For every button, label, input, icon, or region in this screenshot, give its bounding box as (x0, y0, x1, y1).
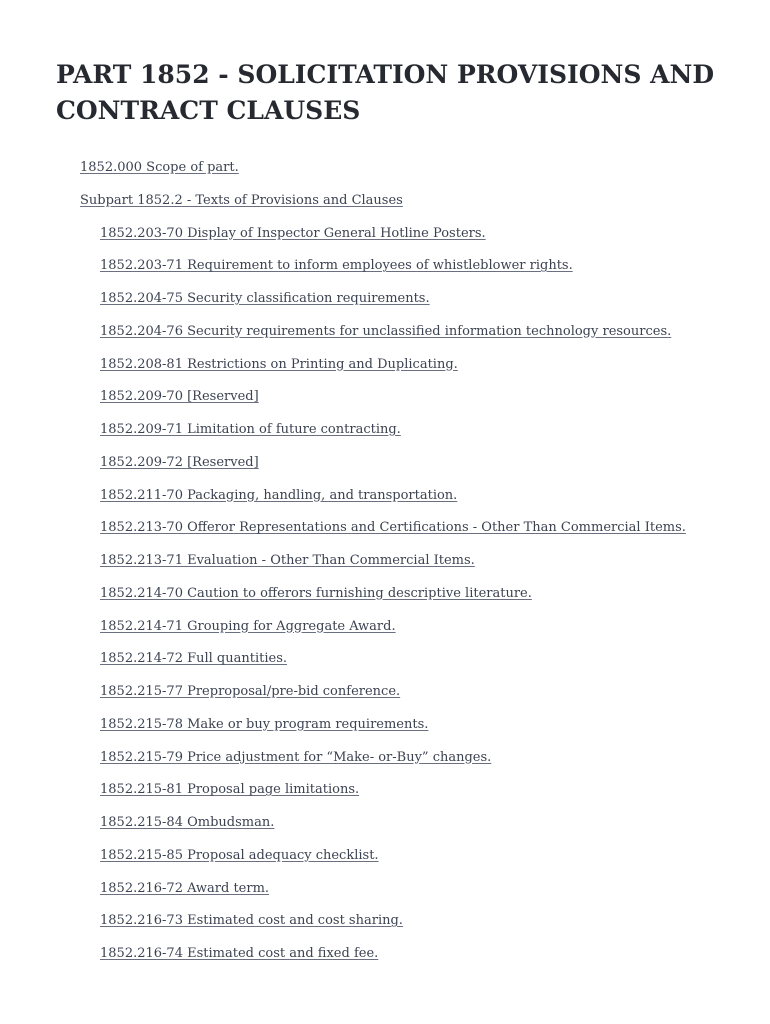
toc-item-1852-215-77 (0, 682, 770, 715)
toc-item-1852-204-76 (0, 322, 770, 355)
toc-item-1852-215-85 (0, 846, 770, 879)
toc-item-1852-216-73 (0, 911, 770, 944)
toc-link-1852-215-77[interactable]: 1852.215-77 Preproposal/pre-bid conference. (100, 684, 401, 699)
toc-link-1852-214-71[interactable]: 1852.214-71 Grouping for Aggregate Award. (100, 618, 396, 634)
toc-item-1852-216-74 (0, 944, 770, 977)
table-of-contents (0, 158, 770, 977)
toc-item-1852-214-72 (0, 649, 770, 682)
toc-link-1852-211-70[interactable]: 1852.211-70 Packaging, handling, and transportation. (100, 487, 458, 503)
toc-item-1852-215-79 (0, 748, 770, 781)
toc-link-1852-209-71[interactable]: 1852.209-71 Limitation of future contracting. (100, 422, 401, 437)
toc-link-1852-213-71[interactable]: 1852.213-71 Evaluation - Other Than Commercial Items. (100, 553, 475, 568)
toc-item-1852-208-81 (0, 355, 770, 388)
toc-item-subpart-1852-2 (0, 191, 770, 224)
toc-link-1852-214-72[interactable]: 1852.214-72 Full quantities. (100, 651, 288, 667)
toc-link-1852-209-70[interactable]: 1852.209-70 [Reserved] (100, 389, 259, 405)
toc-link-1852-204-75[interactable]: 1852.204-75 Security classification requirements. (100, 291, 430, 306)
toc-item-1852-204-75 (0, 289, 770, 322)
toc-item-1852-216-72 (0, 879, 770, 912)
toc-item-1852-209-72 (0, 453, 770, 486)
toc-item-1852-215-84 (0, 813, 770, 846)
toc-link-1852-208-81[interactable]: 1852.208-81 Restrictions on Printing and Duplicating. (100, 356, 458, 372)
toc-link-1852-204-76[interactable]: 1852.204-76 Security requirements for unclassified information technology resources. (100, 323, 672, 339)
toc-item-1852-209-71 (0, 420, 770, 453)
toc-link-1852-215-79[interactable]: 1852.215-79 Price adjustment for “Make- or-Buy” changes. (100, 749, 492, 765)
toc-link-1852-216-74[interactable]: 1852.216-74 Estimated cost and fixed fee. (100, 946, 379, 961)
toc-link-1852-203-71[interactable]: 1852.203-71 Requirement to inform employees of whistleblower rights. (100, 258, 573, 274)
toc-item-scope (0, 158, 770, 191)
toc-item-1852-203-70 (0, 224, 770, 257)
page-title: PART 1852 - SOLICITATION PROVISIONS AND CONTRACT CLAUSES (56, 60, 715, 125)
toc-link-scope[interactable]: 1852.000 Scope of part. (80, 160, 239, 175)
toc-item-1852-215-81 (0, 780, 770, 813)
toc-item-1852-213-71 (0, 551, 770, 584)
toc-item-1852-214-71 (0, 617, 770, 650)
toc-link-1852-209-72[interactable]: 1852.209-72 [Reserved] (100, 454, 259, 470)
toc-link-1852-215-81[interactable]: 1852.215-81 Proposal page limitations. (100, 782, 360, 798)
toc-item-1852-211-70 (0, 486, 770, 519)
toc-link-1852-214-70[interactable]: 1852.214-70 Caution to offerors furnishing descriptive literature. (100, 585, 532, 601)
toc-link-1852-216-73[interactable]: 1852.216-73 Estimated cost and cost sharing. (100, 913, 403, 929)
toc-item-1852-203-71 (0, 256, 770, 289)
toc-link-1852-213-70[interactable]: 1852.213-70 Offeror Representations and Certifications - Other Than Commercial Items. (100, 520, 686, 536)
toc-item-1852-209-70 (0, 387, 770, 420)
toc-link-1852-215-78[interactable]: 1852.215-78 Make or buy program requirements. (100, 716, 429, 732)
toc-item-1852-214-70 (0, 584, 770, 617)
toc-item-1852-213-70 (0, 518, 770, 551)
toc-link-1852-216-72[interactable]: 1852.216-72 Award term. (100, 880, 270, 896)
toc-link-subpart-1852-2[interactable]: Subpart 1852.2 - Texts of Provisions and Clauses (80, 192, 403, 208)
toc-item-1852-215-78 (0, 715, 770, 748)
toc-link-1852-215-84[interactable]: 1852.215-84 Ombudsman. (100, 815, 275, 830)
toc-link-1852-215-85[interactable]: 1852.215-85 Proposal adequacy checklist. (100, 847, 379, 863)
toc-link-1852-203-70[interactable]: 1852.203-70 Display of Inspector General Hotline Posters. (100, 225, 486, 241)
